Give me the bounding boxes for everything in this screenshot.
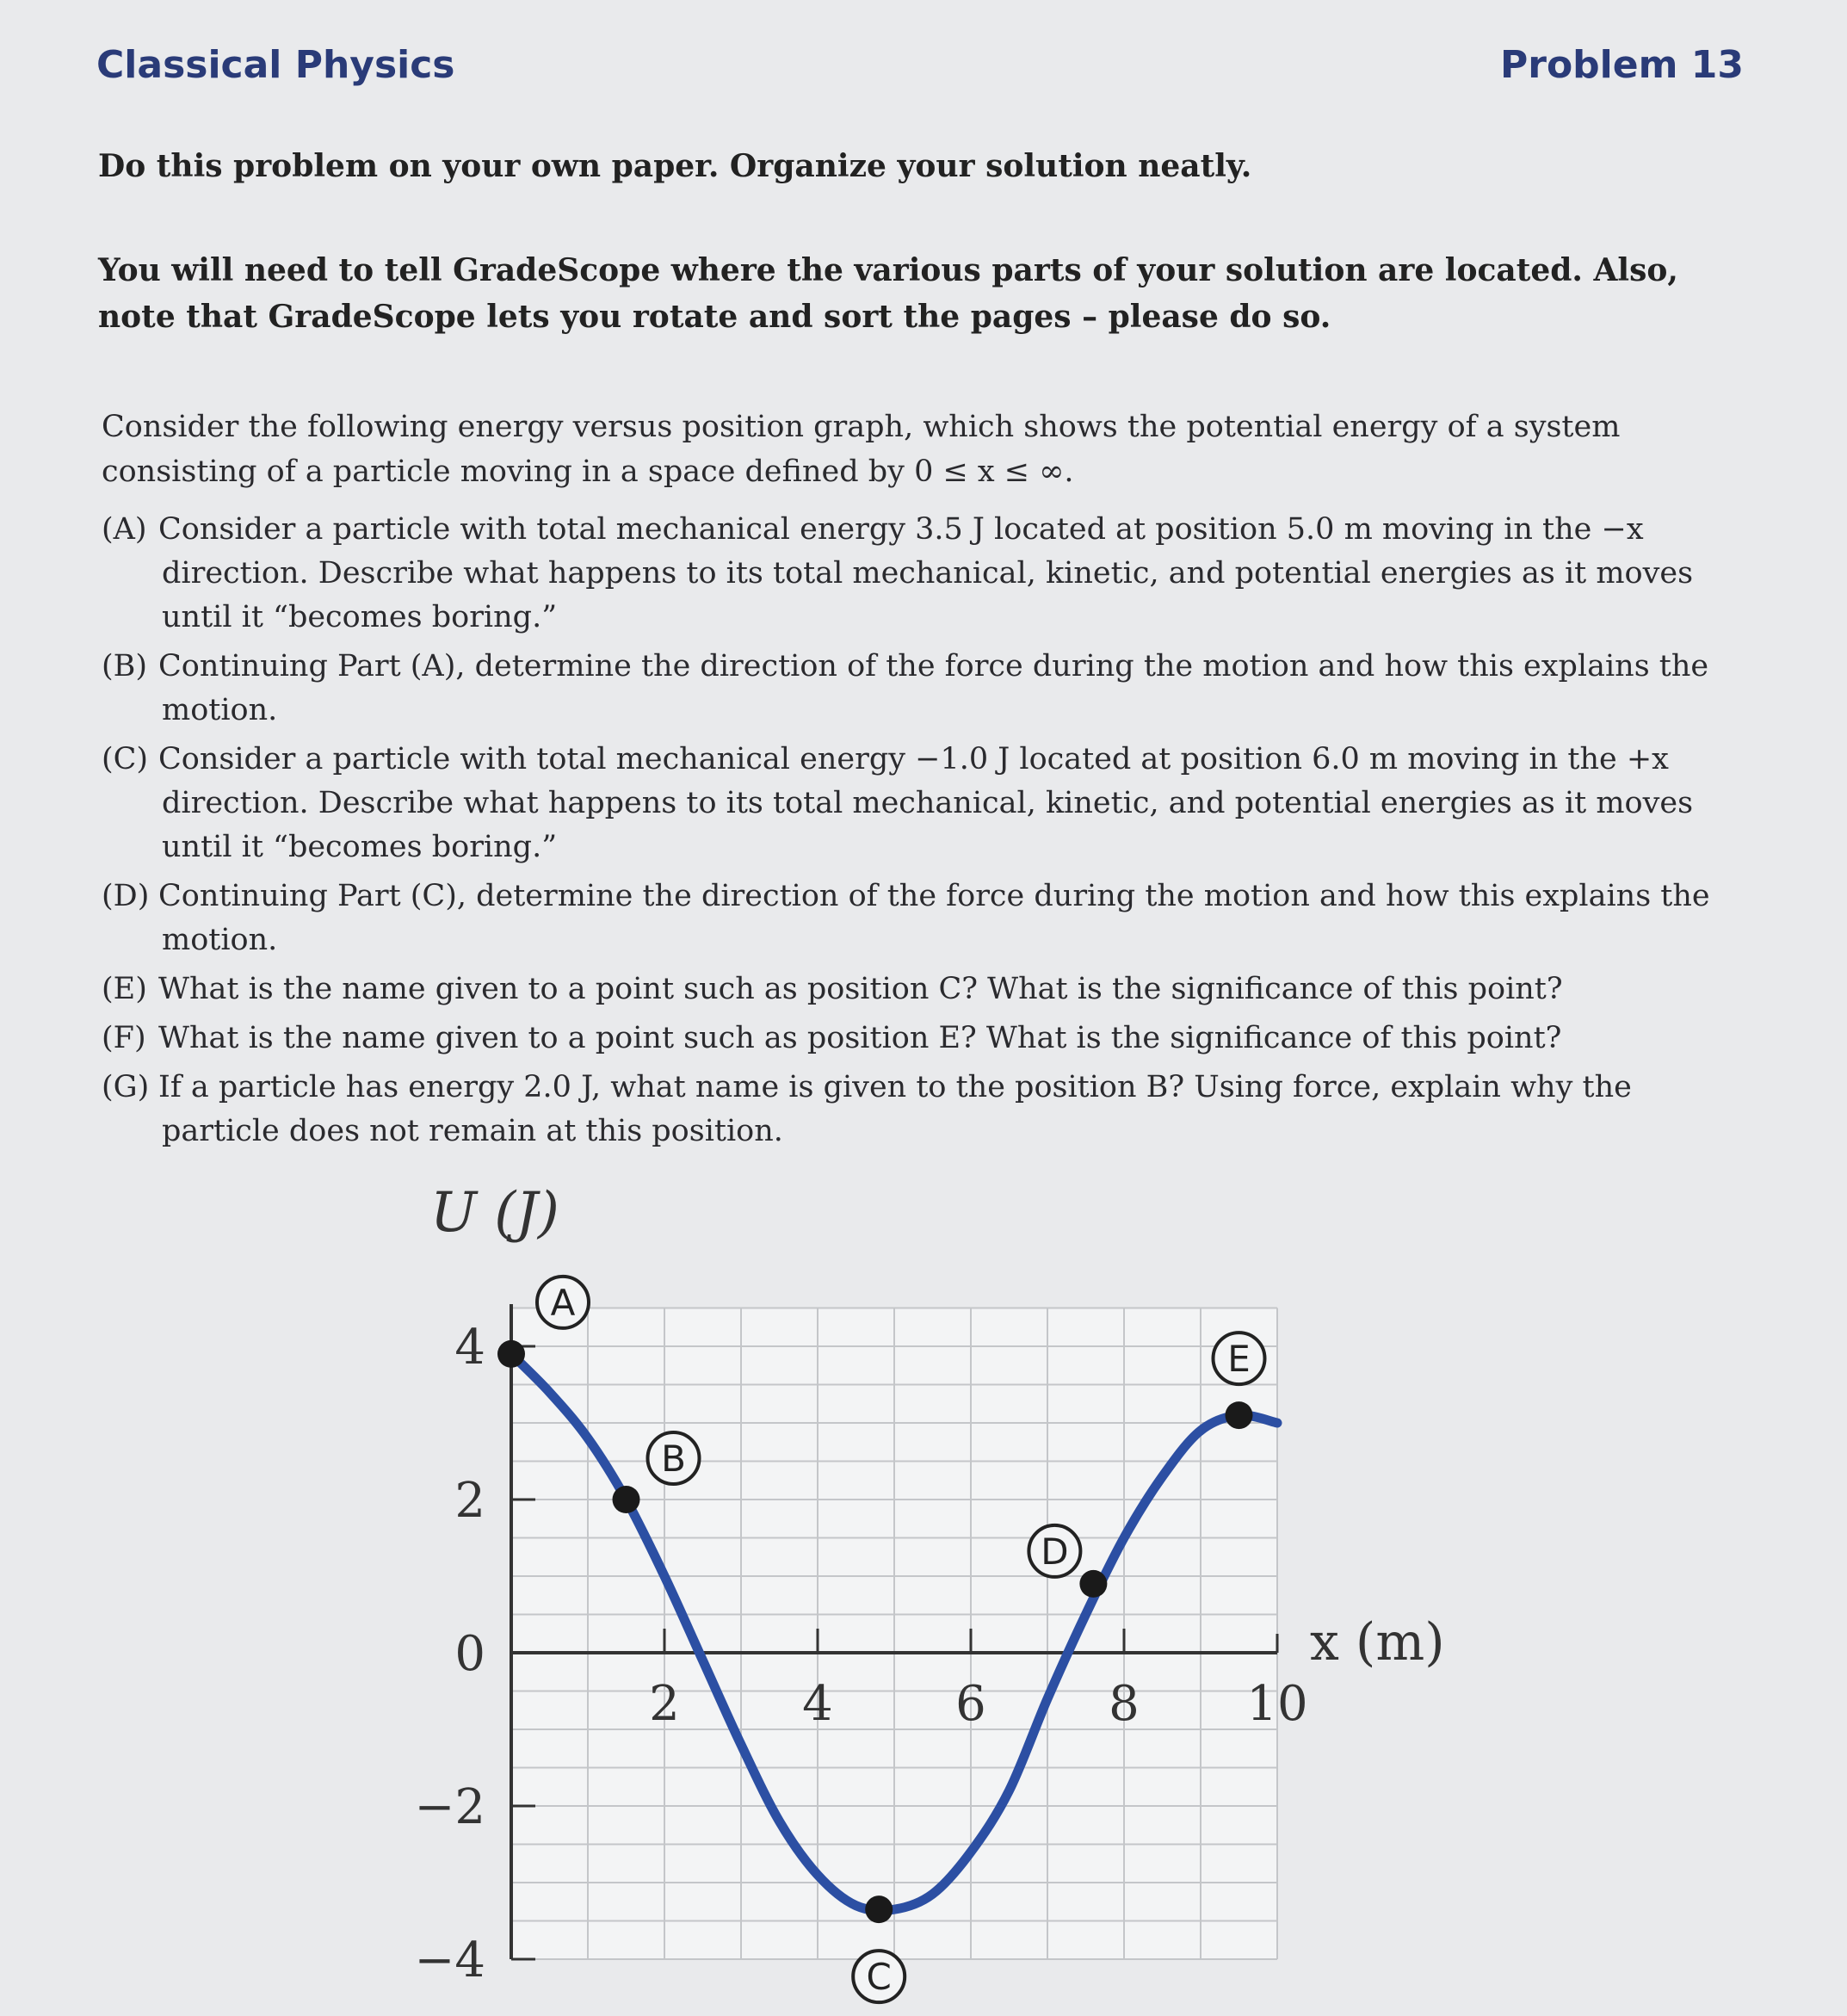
part-text: What is the name given to a point such as position E? What is the significance of this point? bbox=[158, 1021, 1562, 1055]
part-text: Continuing Part (C), determine the direction of the force during the motion and how this explains the motion. bbox=[158, 879, 1710, 957]
part-label: (D) bbox=[102, 879, 150, 913]
part-label: (C) bbox=[102, 742, 149, 776]
part-text: Continuing Part (A), determine the direction of the force during the motion and how this explains the motion. bbox=[158, 649, 1709, 727]
part-label: (E) bbox=[102, 972, 147, 1006]
point-label-d: D bbox=[1041, 1530, 1069, 1573]
instruction-line-1: Do this problem on your own paper. Organize your solution neatly. bbox=[98, 148, 1252, 184]
y-tick-label: −4 bbox=[414, 1933, 485, 1988]
x-axis-title: x (m) bbox=[1310, 1612, 1445, 1673]
point-label-e: E bbox=[1227, 1338, 1251, 1381]
point-marker-d bbox=[1079, 1570, 1107, 1598]
point-label-a: A bbox=[550, 1281, 576, 1324]
y-axis-title: U (J) bbox=[430, 1181, 559, 1245]
y-tick-label: −2 bbox=[414, 1779, 485, 1835]
part-text: What is the name given to a point such as position C? What is the significance of this point? bbox=[158, 972, 1563, 1006]
problem-number: Problem 13 bbox=[1500, 43, 1744, 87]
y-tick-label: 4 bbox=[454, 1320, 485, 1376]
x-tick-label: 2 bbox=[649, 1676, 680, 1732]
point-marker-a bbox=[497, 1340, 525, 1368]
point-marker-e bbox=[1226, 1401, 1253, 1429]
y-tick-label: 2 bbox=[454, 1473, 485, 1529]
x-tick-label: 6 bbox=[955, 1676, 986, 1732]
part-label: (B) bbox=[102, 649, 148, 683]
part-text: If a particle has energy 2.0 J, what name is given to the position B? Using force, explain why the particle does not remain at this position. bbox=[158, 1070, 1632, 1148]
part-label: (A) bbox=[102, 512, 147, 547]
point-marker-b bbox=[613, 1486, 640, 1513]
point-marker-c bbox=[865, 1895, 893, 1923]
part-text: Consider a particle with total mechanical energy −1.0 J located at position 6.0 m moving in the +x direction. Describe what happens to its total mechanical, kinetic, and potential energies as it moves until it “becomes boring.” bbox=[158, 742, 1694, 864]
x-tick-label: 8 bbox=[1109, 1676, 1140, 1732]
part-label: (F) bbox=[102, 1021, 146, 1055]
point-label-b: B bbox=[661, 1438, 686, 1480]
chart-grid bbox=[511, 1308, 1277, 1960]
part-label: (G) bbox=[102, 1070, 150, 1104]
instruction-line-2: You will need to tell GradeScope where the various parts of your solution are located. Also, note that GradeScope lets you rotate and sort the pages – please do so. bbox=[98, 252, 1678, 335]
point-label-c: C bbox=[866, 1956, 892, 1999]
x-tick-label: 10 bbox=[1246, 1676, 1308, 1732]
problem-intro: Consider the following energy versus position graph, which shows the potential energy of a system consisting of a particle moving in a space defined by 0 ≤ x ≤ ∞. bbox=[102, 410, 1621, 489]
y-tick-label: 0 bbox=[454, 1626, 485, 1682]
part-text: Consider a particle with total mechanical energy 3.5 J located at position 5.0 m moving in the −x direction. Describe what happens to its total mechanical, kinetic, and potential energies as it moves until it “becomes boring.” bbox=[158, 512, 1694, 634]
x-tick-label: 4 bbox=[802, 1676, 833, 1732]
course-title: Classical Physics bbox=[96, 43, 455, 87]
